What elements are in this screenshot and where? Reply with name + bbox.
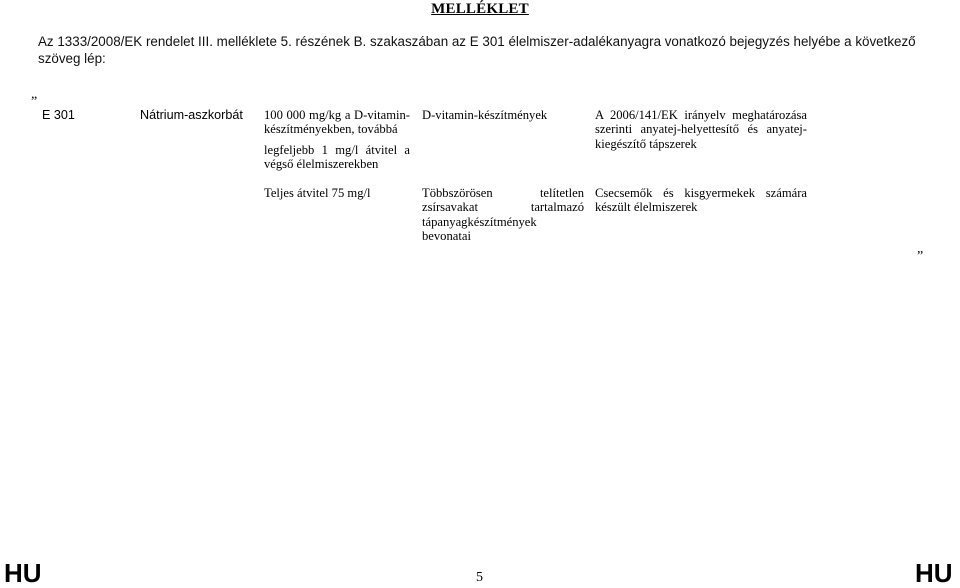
max-level-cell [264,108,410,172]
food-category: Többszörösen telítetlen zsírsavakat tartalmazó tápanyagkészítmények bevonatai [422,186,584,244]
language-code-right: HU [915,558,953,588]
document-heading: MELLÉKLET [431,1,529,17]
carry-over-text: legfeljebb 1 mg/l átvitel a végső élelmiszerekben [264,142,410,172]
food-category: D-vitamin-készítmények [422,108,548,122]
page-number: 5 [476,570,483,585]
closing-quote-mark: ” [917,249,924,264]
max-level-text: Teljes átvitel 75 mg/l [264,186,371,200]
max-level-text: 100 000 mg/kg a D-vitamin-készítményekben, továbbá [264,108,410,137]
restriction-note: A 2006/141/EK irányelv meghatározása szerinti anyatej-helyettesítő és anyatej-kiegészítő tápszerek [595,108,807,151]
restriction-note: Csecsemők és kisgyermekek számára készült élelmiszerek [595,186,807,215]
additive-code: E 301 [42,108,75,122]
language-code-left: HU [4,558,42,588]
max-level-cell [264,186,410,200]
opening-quote-mark: „ [31,87,38,102]
intro-paragraph: Az 1333/2008/EK rendelet III. melléklete 5. részének B. szakaszában az E 301 élelmiszer-adalékanyagra vonatkozó bejegyzés helyébe a következő szöveg lép: [38,34,916,66]
additive-name: Nátrium-aszkorbát [140,108,243,122]
